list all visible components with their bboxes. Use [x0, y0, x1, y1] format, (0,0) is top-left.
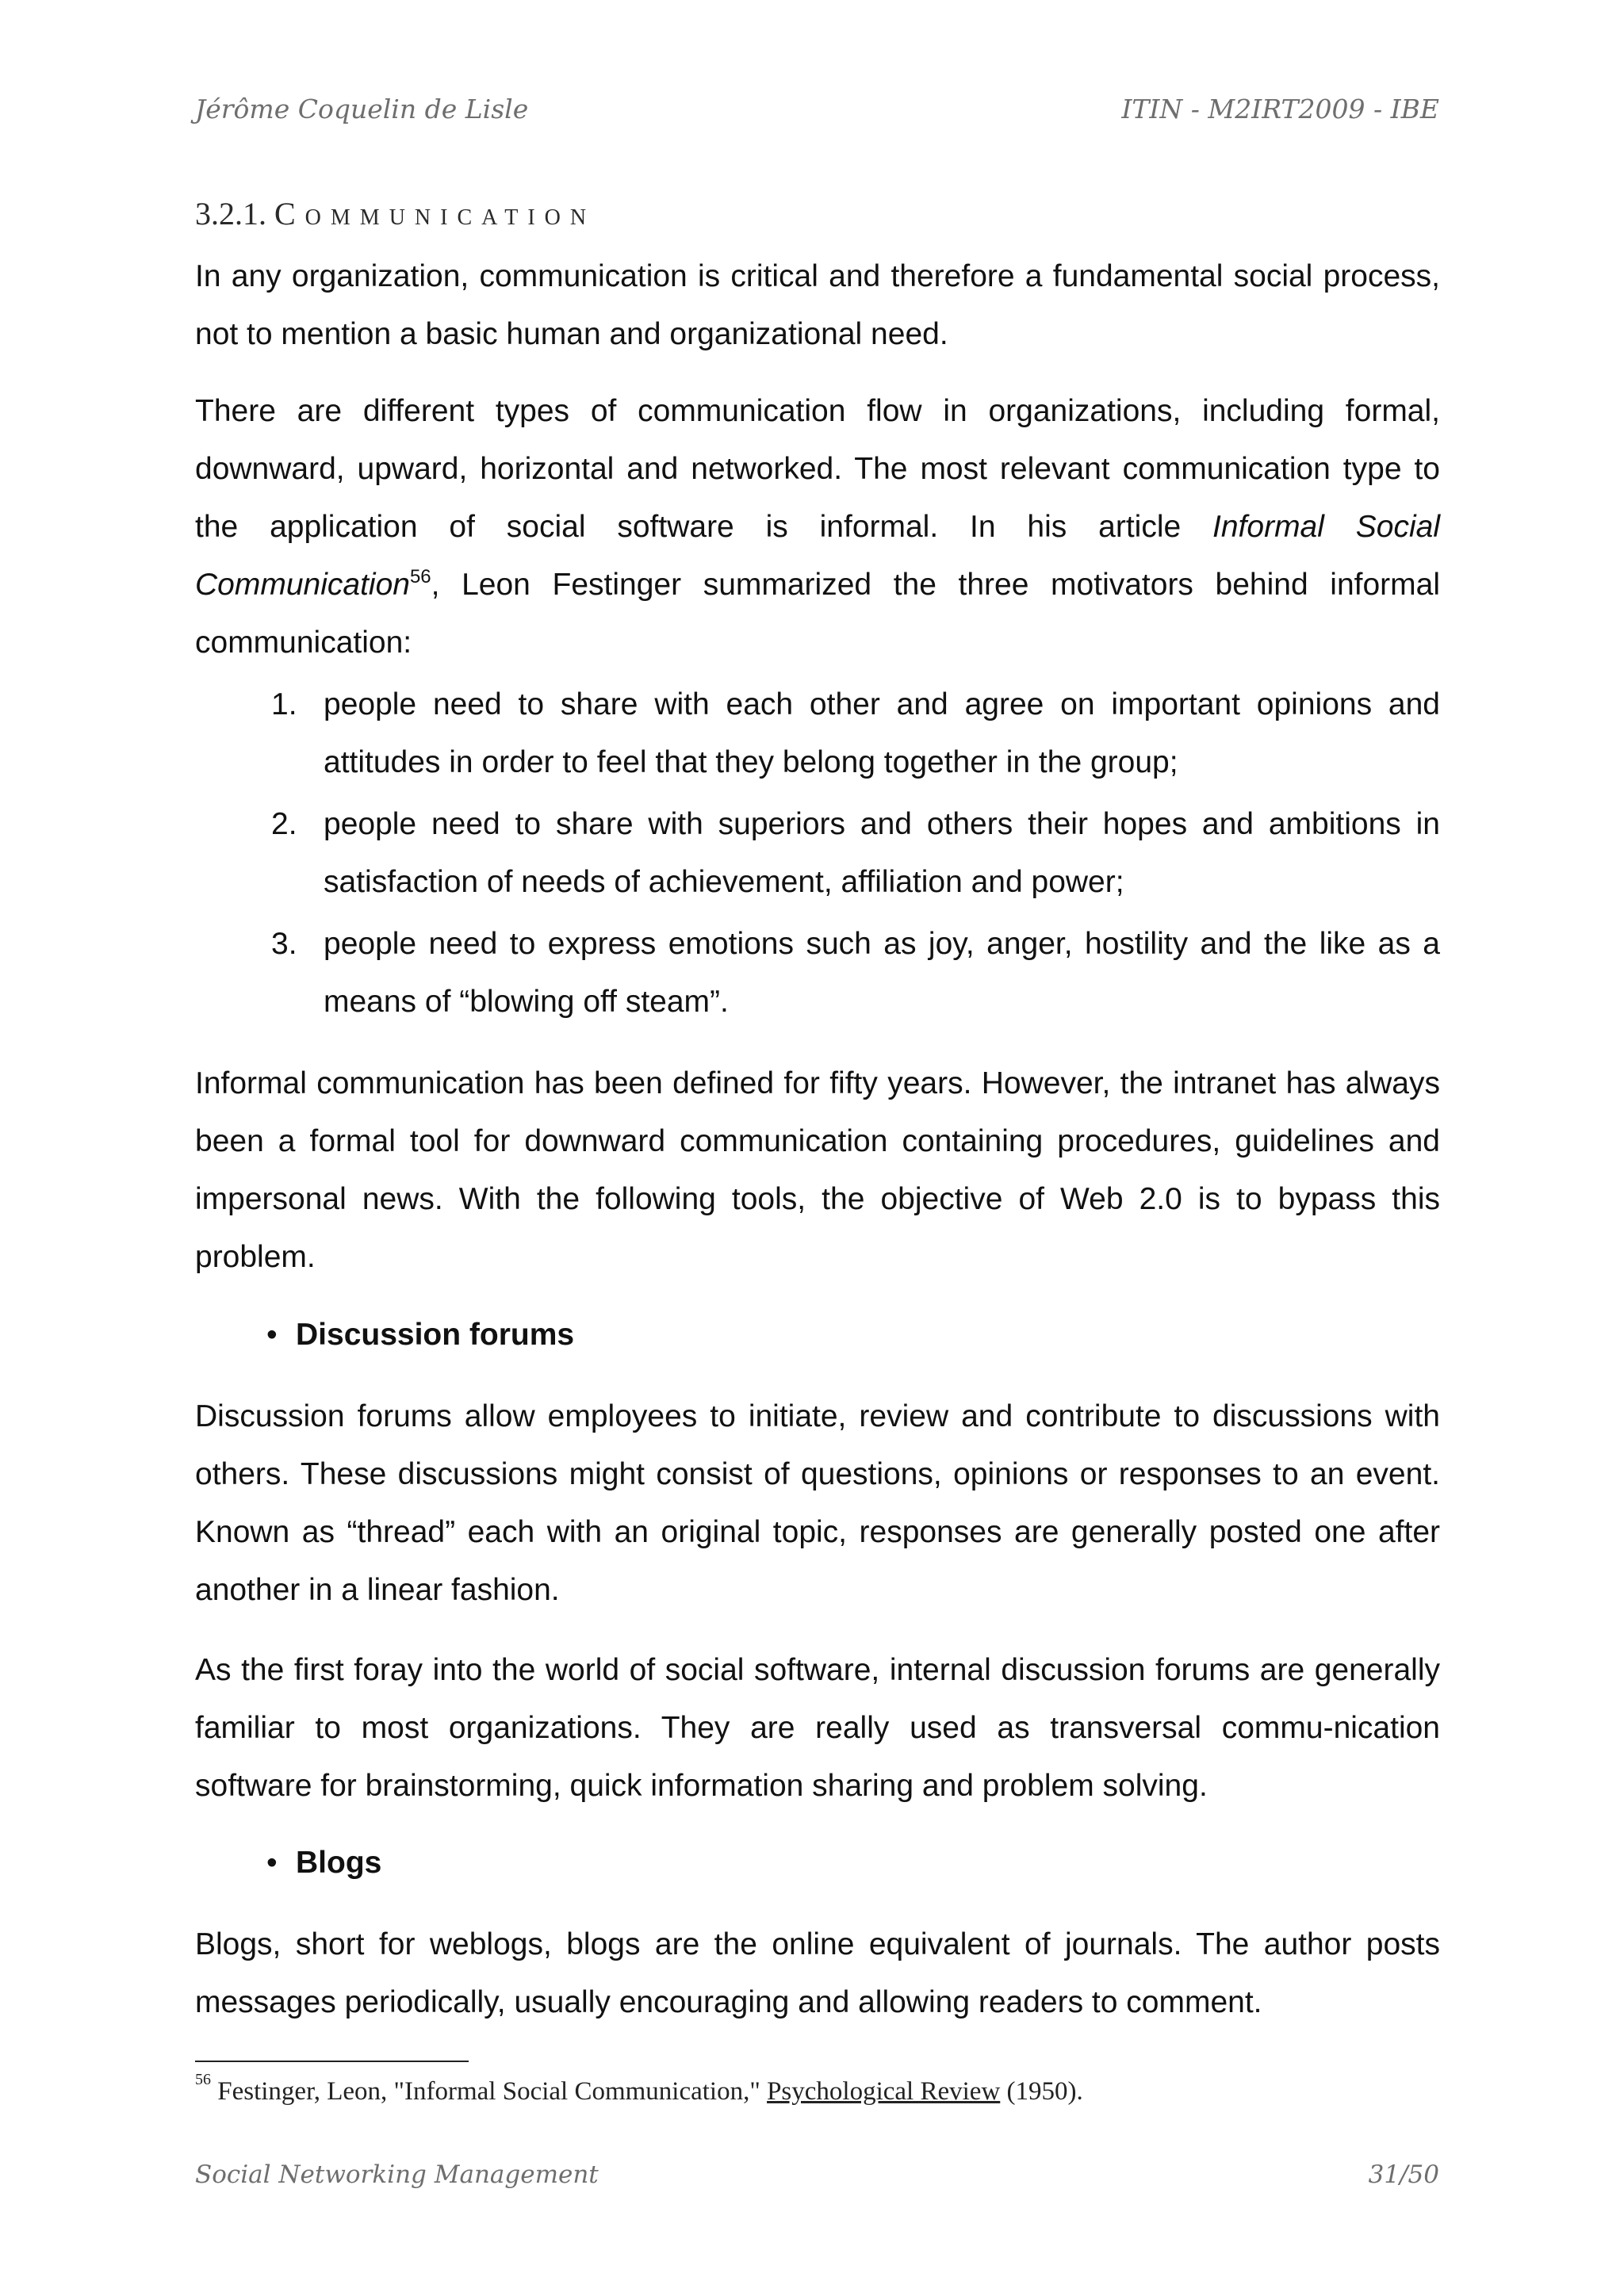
list-item — [195, 795, 1440, 911]
paragraph-intro: In any organization, communication is critical and therefore a fundamental social process, not to mention a basic human and organizational need. — [195, 259, 1440, 351]
list-item-number: 3. — [271, 927, 297, 961]
paragraph-forums-usage: As the first foray into the world of social software, internal discussion forums are generally familiar to most organizations. They are really used as transversal commu-nication software for brainstorming, quick information sharing and problem solving. — [195, 1653, 1440, 1803]
footnote-number: 56 — [195, 2071, 211, 2088]
paragraph-flow-types — [195, 382, 1440, 672]
header-course: ITIN - M2IRT2009 - IBE — [1121, 94, 1439, 124]
section-number: 3.2.1. — [195, 196, 266, 232]
paragraph-blogs: Blogs, short for weblogs, blogs are the online equivalent of journals. The author posts messages periodically, usually encouraging and allowing readers to comment. — [195, 1927, 1440, 2019]
footer-title: Social Networking Management — [195, 2160, 599, 2189]
paragraph-flow-types-text-end: , Leon Festinger summarized the three motivators behind informal communication: — [195, 568, 1440, 660]
article-title: Informal Social Communication — [195, 510, 1440, 602]
list-item-text: people need to share with superiors and others their hopes and ambitions in satisfaction of needs of achievement, affiliation and power; — [324, 807, 1440, 899]
bullet-icon: • — [266, 1318, 278, 1352]
footnote — [195, 2071, 1083, 2107]
header-author: Jérôme Coquelin de Lisle — [195, 94, 529, 124]
section-heading — [195, 195, 596, 232]
paragraph-informal: Informal communication has been defined for fifty years. However, the intranet has always been a formal tool for downward communication containing procedures, guidelines and impersonal news. With the following tools, the objective of Web 2.0 is to bypass this problem. — [195, 1066, 1440, 1274]
list-item — [195, 675, 1440, 791]
footnote-text: Festinger, Leon, "Informal Social Communication," — [211, 2077, 768, 2106]
bullet-title: Blogs — [296, 1846, 382, 1880]
list-item-text: people need to express emotions such as joy, anger, hostility and the like as a means of “blowing off steam”. — [324, 927, 1440, 1019]
bullet-icon: • — [266, 1846, 278, 1880]
bullet-title: Discussion forums — [296, 1318, 575, 1352]
paragraph-flow-types-text: There are different types of communication flow in organizations, including formal, downward, upward, horizontal and networked. The most relevant communication type to the application of social software is informal. In his article — [195, 394, 1440, 544]
page-number: 31/50 — [1368, 2160, 1439, 2189]
list-item — [195, 915, 1440, 1031]
paragraph-forums-definition: Discussion forums allow employees to initiate, review and contribute to discussions with others. These discussions might consist of questions, opinions or responses to an event. Known as “thread” each with an original topic, responses are generally posted one after another in a linear fashion. — [195, 1399, 1440, 1607]
list-item-text: people need to share with each other and agree on important opinions and attitudes in order to feel that they belong together in the group; — [324, 687, 1440, 779]
footnote-year: (1950). — [1000, 2077, 1083, 2106]
list-item-number: 1. — [271, 687, 297, 721]
footnote-divider — [195, 2061, 469, 2062]
section-title: Communication — [274, 196, 596, 232]
list-item-number: 2. — [271, 807, 297, 841]
motivators-list — [195, 675, 1440, 1035]
footnote-ref: 56 — [409, 566, 431, 587]
footnote-journal-link[interactable]: Psychological Review — [767, 2077, 1001, 2106]
